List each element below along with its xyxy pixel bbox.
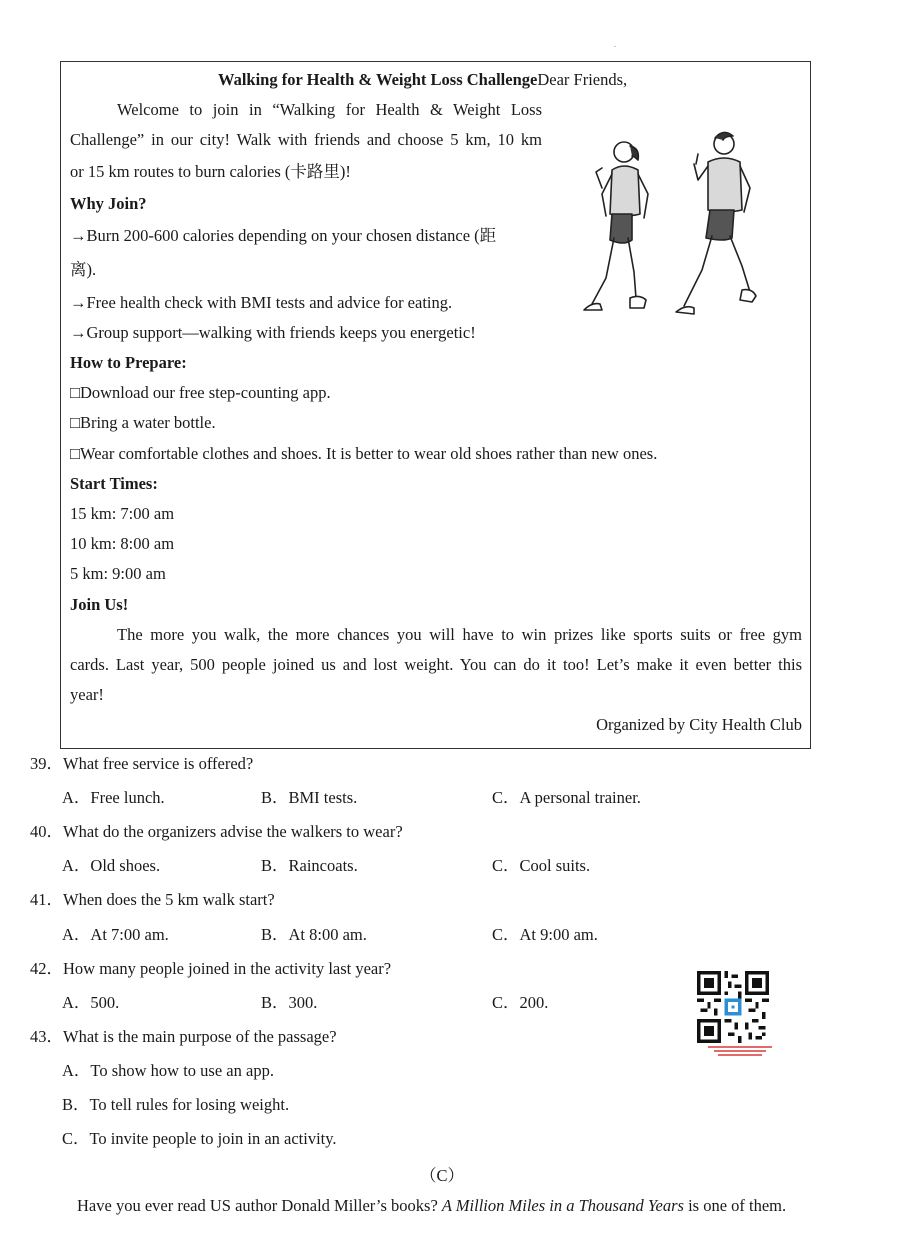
intro-line-1: Welcome to join in “Walking for Health & Weight Loss: [117, 100, 542, 119]
q40-option-a[interactable]: A．Old shoes.: [62, 856, 161, 875]
page-dot: .: [614, 40, 616, 49]
start-time-15km: 15 km: 7:00 am: [70, 504, 175, 523]
q39-option-c[interactable]: C．A personal trainer.: [492, 788, 641, 807]
join-line-3: year!: [70, 685, 104, 704]
section-label: （C）: [420, 1166, 465, 1185]
organizer: Organized by City Health Club: [596, 715, 802, 734]
notice-header-line: [218, 70, 627, 90]
q39-option-a[interactable]: A．Free lunch.: [62, 788, 165, 807]
q42-option-c[interactable]: C．200.: [492, 993, 549, 1012]
q40-option-c[interactable]: C．Cool suits.: [492, 856, 591, 875]
why-item-1: →Burn 200-600 calories depending on your chosen distance (距: [70, 226, 497, 245]
why-item-3: →Group support—walking with friends keeps you energetic!: [70, 323, 476, 342]
prepare-item-3: □Wear comfortable clothes and shoes. It is better to wear old shoes rather than new ones.: [70, 444, 658, 463]
q43-option-b[interactable]: B．To tell rules for losing weight.: [62, 1095, 290, 1114]
intro-line-3: or 15 km routes to burn calories (卡路里)!: [70, 162, 351, 181]
question-42: 42．How many people joined in the activity last year?: [30, 959, 392, 978]
question-41: 41．When does the 5 km walk start?: [30, 890, 275, 909]
why-item-1-cont: 离).: [70, 260, 97, 279]
q41-option-b[interactable]: B．At 8:00 am.: [261, 925, 367, 944]
why-join-heading: Why Join?: [70, 194, 147, 213]
next-passage-first-line: Have you ever read US author Donald Miller’s books? A Million Miles in a Thousand Years is one of them.: [77, 1196, 787, 1215]
prepare-heading: How to Prepare:: [70, 353, 187, 372]
q43-option-a[interactable]: A．To show how to use an app.: [62, 1061, 274, 1080]
q42-option-b[interactable]: B．300.: [261, 993, 318, 1012]
start-times-heading: Start Times:: [70, 474, 158, 493]
prepare-item-1: □Download our free step-counting app.: [70, 383, 331, 402]
question-39: 39．What free service is offered?: [30, 754, 254, 773]
qr-caption: [704, 1044, 776, 1058]
why-item-2: →Free health check with BMI tests and advice for eating.: [70, 293, 453, 312]
join-line-1: The more you walk, the more chances you will have to win prizes like sports suits or free gym: [117, 625, 802, 644]
q42-option-a[interactable]: A．500.: [62, 993, 120, 1012]
qr-code-icon: [697, 971, 769, 1043]
q43-option-c[interactable]: C．To invite people to join in an activity.: [62, 1129, 337, 1148]
book-title: A Million Miles in a Thousand Years: [441, 1196, 684, 1215]
start-time-10km: 10 km: 8:00 am: [70, 534, 175, 553]
q41-option-c[interactable]: C．At 9:00 am.: [492, 925, 598, 944]
q39-option-b[interactable]: B．BMI tests.: [261, 788, 358, 807]
join-us-heading: Join Us!: [70, 595, 129, 614]
notice-greeting: Dear Friends,: [537, 70, 628, 89]
q40-option-b[interactable]: B．Raincoats.: [261, 856, 358, 875]
join-line-2: cards. Last year, 500 people joined us and lost weight. You can do it too! Let’s make it even better this: [70, 655, 802, 674]
question-40: 40．What do the organizers advise the walkers to wear?: [30, 822, 403, 841]
prepare-item-2: □Bring a water bottle.: [70, 413, 216, 432]
notice-title: Walking for Health & Weight Loss Challenge: [218, 70, 538, 89]
intro-line-2: Challenge” in our city! Walk with friends and choose 5 km, 10 km: [70, 130, 542, 149]
question-43: 43．What is the main purpose of the passage?: [30, 1027, 337, 1046]
walkers-illustration: [572, 126, 772, 326]
start-time-5km: 5 km: 9:00 am: [70, 564, 166, 583]
q41-option-a[interactable]: A．At 7:00 am.: [62, 925, 169, 944]
